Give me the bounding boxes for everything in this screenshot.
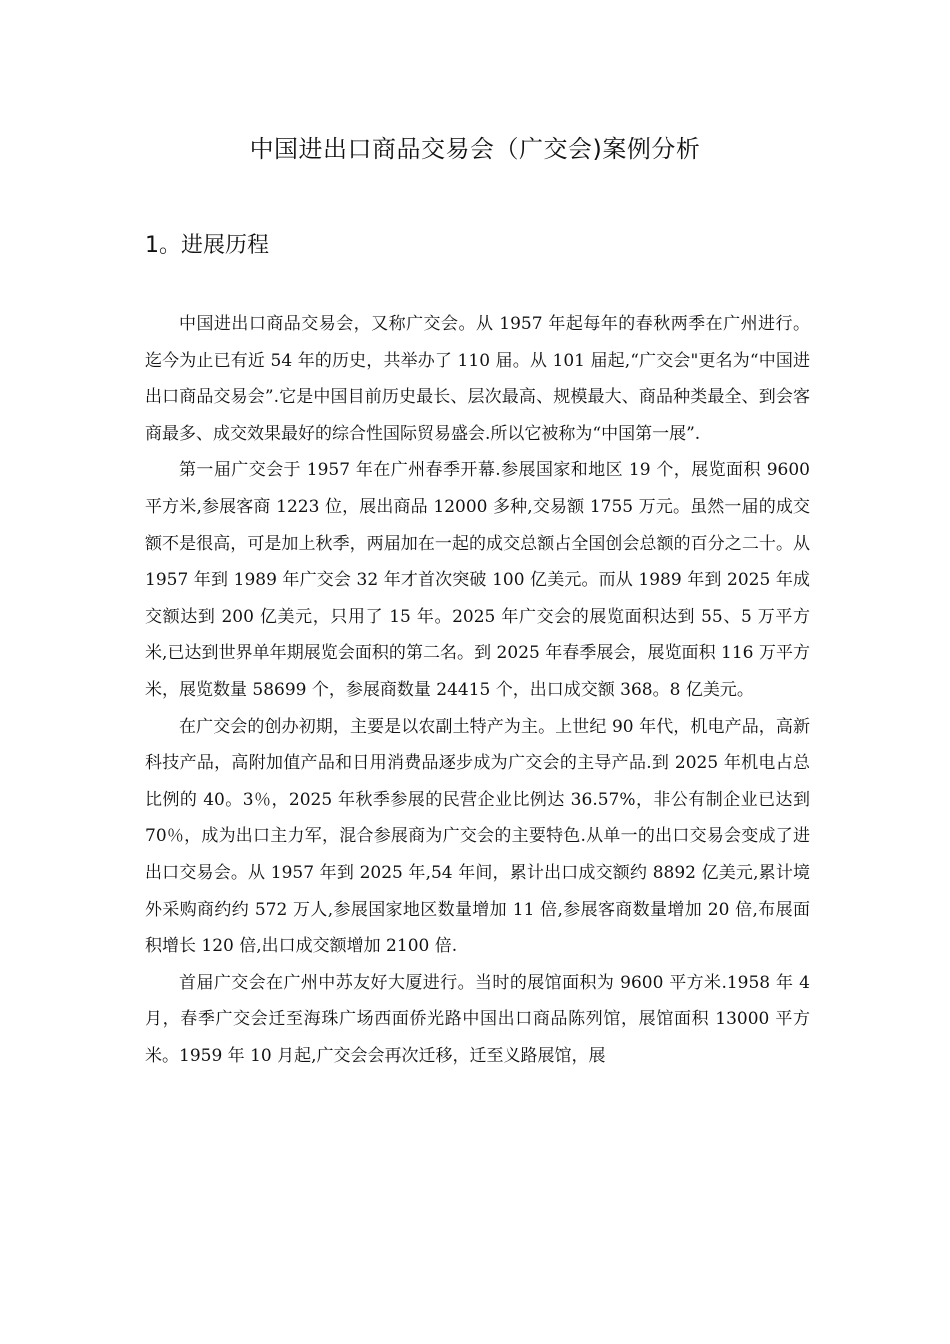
document-body <box>145 306 810 1074</box>
document-title: 中国进出口商品交易会（广交会)案例分析 <box>249 135 701 163</box>
body-paragraph: 中国进出口商品交易会，又称广交会。从 1957 年起每年的春秋两季在广州进行。迄今为止已有近 54 年的历史，共举办了 110 届。从 101 届起,“广交会"更名为“中国进出口商品交易会”.它是中国目前历史最长、层次最高、规模最大、商品种类最全、到会客商最多、成交效果最好的综合性国际贸易盛会.所以它被称为“中国第一展”. <box>145 314 810 444</box>
section-heading: 1。进展历程 <box>145 233 269 258</box>
body-paragraph: 首届广交会在广州中苏友好大厦进行。当时的展馆面积为 9600 平方米.1958 年 4 月，春季广交会迁至海珠广场西面侨光路中国出口商品陈列馆，展馆面积 13000 平方米。1959 年 10 月起,广交会会再次迁移，迁至义路展馆，展 <box>145 972 810 1066</box>
body-paragraph: 第一届广交会于 1957 年在广州春季开幕.参展国家和地区 19 个，展览面积 9600 平方米,参展客商 1223 位，展出商品 12000 多种,交易额 1755 万元。虽然一届的成交额不是很高，可是加上秋季，两届加在一起的成交总额占全国创会总额的百分之二十。从 1957 年到 1989 年广交会 32 年才首次突破 100 亿美元。而从 1989 年到 2025 年成交额达到 200 亿美元，只用了 15 年。2025 年广交会的展览面积达到 55、5 万平方米,已达到世界单年期展览会面积的第二名。到 2025 年春季展会，展览面积 116 万平方米，展览数量 58699 个，参展商数量 24415 个，出口成交额 368。8 亿美元。 <box>145 460 810 700</box>
body-paragraph: 在广交会的创办初期，主要是以农副土特产为主。上世纪 90 年代，机电产品，高新科技产品，高附加值产品和日用消费品逐步成为广交会的主导产品.到 2025 年机电占总比例的 40。3％，2025 年秋季参展的民营企业比例达 36.57%，非公有制企业已达到 70％，成为出口主力军，混合参展商为广交会的主要特色.从单一的出口交易会变成了进出口交易会。从 1957 年到 2025 年,54 年间，累计出口成交额约 8892 亿美元,累计境外采购商约约 572 万人,参展国家地区数量增加 11 倍,参展客商数量增加 20 倍,布展面积增长 120 倍,出口成交额增加 2100 倍. <box>145 716 810 957</box>
